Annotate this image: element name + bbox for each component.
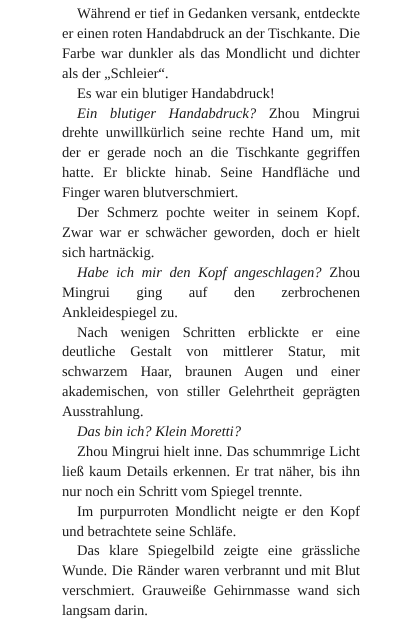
paragraph-4: Der Schmerz pochte weiter in seinem Kopf. Zwar war er schwächer geworden, doch er hielt sich hartnäckig. bbox=[62, 205, 360, 261]
paragraph-7: Das bin ich? Klein Moretti? bbox=[77, 424, 242, 441]
paragraph-3 bbox=[62, 105, 360, 205]
paragraph-5 bbox=[62, 264, 360, 324]
book-page bbox=[62, 5, 360, 622]
paragraph-8: Zhou Mingrui hielt inne. Das schummrige Licht ließ kaum Details erkennen. Er trat näher, bis ihn nur noch ein Schritt vom Spiegel trennte. bbox=[62, 443, 360, 500]
paragraph-text: Zhou Mingrui ging auf den zerbrochenen Ankleidespiegel zu. bbox=[62, 264, 360, 321]
paragraph-2: Es war ein blutiger Handabdruck! bbox=[77, 85, 275, 102]
paragraph-6: Nach wenigen Schritten erblickte er eine deutliche Gestalt von mittlerer Statur, mit schwarzem Haar, braunen Augen und einer akademischen, von stiller Gelehrtheit geprägten Ausstrahlung. bbox=[62, 324, 360, 421]
paragraph-10: Das klare Spiegelbild zeigte eine grässliche Wunde. Die Ränder waren verbrannt und mit Blut verschmiert. Grauweiße Gehirnmasse wand sich langsam darin. bbox=[62, 543, 360, 620]
inner-thought: Ein blutiger Handabdruck? bbox=[77, 105, 257, 122]
paragraph-text: Zhou Mingrui drehte unwillkürlich seine rechte Hand um, mit der er gerade noch an die Tischkante gegriffen hatte. Er blickte hinab. Seine Handfläche und Finger waren blutverschmiert. bbox=[62, 105, 360, 202]
paragraph-1: Während er tief in Gedanken versank, entdeckte er einen roten Handabdruck an der Tischkante. Die Farbe war dunkler als das Mondlicht und dichter als der „Schleier“. bbox=[62, 6, 360, 82]
paragraph-9: Im purpurroten Mondlicht neigte er den Kopf und betrachtete seine Schläfe. bbox=[62, 503, 360, 540]
inner-thought: Habe ich mir den Kopf angeschlagen? bbox=[77, 264, 322, 281]
